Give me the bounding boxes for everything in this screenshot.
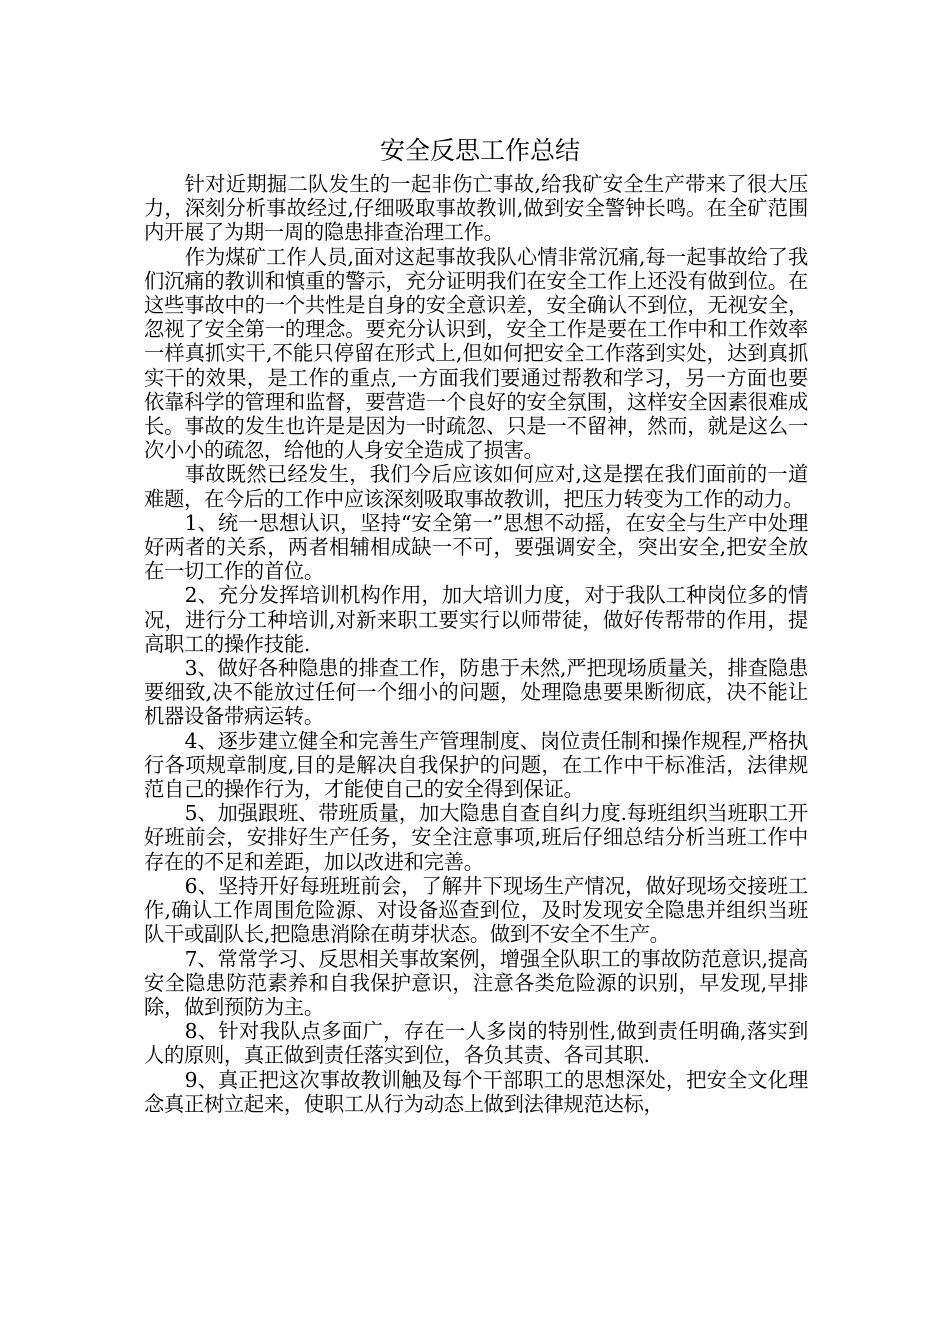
paragraph-item-8: 8、针对我队点多面广，存在一人多岗的特别性,做到责任明确,落实到人的原则，真正做到责任落实到位，各负其责、各司其职.	[144, 1019, 808, 1068]
paragraph-item-7: 7、常常学习、反思相关事故案例，增强全队职工的事故防范意识,提高安全隐患防范素养和自我保护意识，注意各类危险源的识别，早发现,早排除，做到预防为主。	[144, 946, 808, 1019]
paragraph-response: 事故既然已经发生，我们今后应该如何应对,这是摆在我们面前的一道难题，在今后的工作中应该深刻吸取事故教训，把压力转变为工作的动力。	[144, 462, 808, 511]
paragraph-item-1: 1、统一思想认识，坚持“安全第一”思想不动摇，在安全与生产中处理好两者的关系，两者相辅相成缺一不可，要强调安全，突出安全,把安全放在一切工作的首位。	[144, 510, 808, 584]
document-page	[144, 134, 808, 1116]
paragraph-reflection: 作为煤矿工作人员,面对这起事故我队心情非常沉痛,每一起事故给了我们沉痛的教训和慎重的警示，充分证明我们在安全工作上还没有做到位。在这些事故中的一个共性是自身的安全意识差，安全确认不到位，无视安全，忽视了安全第一的理念。要充分认识到，安全工作是要在工作中和工作效率一样真抓实干,不能只停留在形式上,但如何把安全工作落到实处，达到真抓实干的效果，是工作的重点,一方面我们要通过帮教和学习，另一方面也要依靠科学的管理和监督，要营造一个良好的安全氛围，这样安全因素很难成长。事故的发生也许是是因为一时疏忽、只是一不留神，然而，就是这么一次小小的疏忽，给他的人身安全造成了损害。	[144, 244, 808, 463]
paragraph-item-4: 4、逐步建立健全和完善生产管理制度、岗位责任制和操作规程,严格执行各项规章制度,目的是解决自我保护的问题，在工作中干标准活，法律规范自己的操作行为，才能使自己的安全得到保证。	[144, 728, 808, 802]
paragraph-item-6: 6、坚持开好每班班前会，了解井下现场生产情况，做好现场交接班工作,确认工作周围危险源、对设备巡查到位，及时发现安全隐患并组织当班队干或副队长,把隐患消除在萌芽状态。做到不安全不生产。	[144, 873, 808, 947]
paragraph-item-3: 3、做好各种隐患的排查工作，防患于未然,严把现场质量关，排查隐患要细致,决不能放过任何一个细小的问题，处理隐患要果断彻底，决不能让机器设备带病运转。	[144, 656, 808, 729]
paragraph-item-5: 5、加强跟班、带班质量，加大隐患自查自纠力度.每班组织当班职工开好班前会，安排好生产任务，安全注意事项,班后仔细总结分析当班工作中存在的不足和差距，加以改进和完善。	[144, 801, 808, 874]
paragraph-item-2: 2、充分发挥培训机构作用，加大培训力度，对于我队工种岗位多的情况，进行分工种培训,对新来职工要实行以师带徒，做好传帮带的作用，提高职工的操作技能.	[144, 583, 808, 656]
document-title: 安全反思工作总结	[379, 136, 580, 165]
paragraph-intro: 针对近期掘二队发生的一起非伤亡事故,给我矿安全生产带来了很大压力，深刻分析事故经过,仔细吸取事故教训,做到安全警钟长鸣。在全矿范围内开展了为期一周的隐患排查治理工作。	[144, 172, 808, 245]
paragraph-item-9: 9、真正把这次事故教训触及每个干部职工的思想深处，把安全文化理念真正树立起来，使职工从行为动态上做到法律规范达标，	[144, 1067, 808, 1116]
